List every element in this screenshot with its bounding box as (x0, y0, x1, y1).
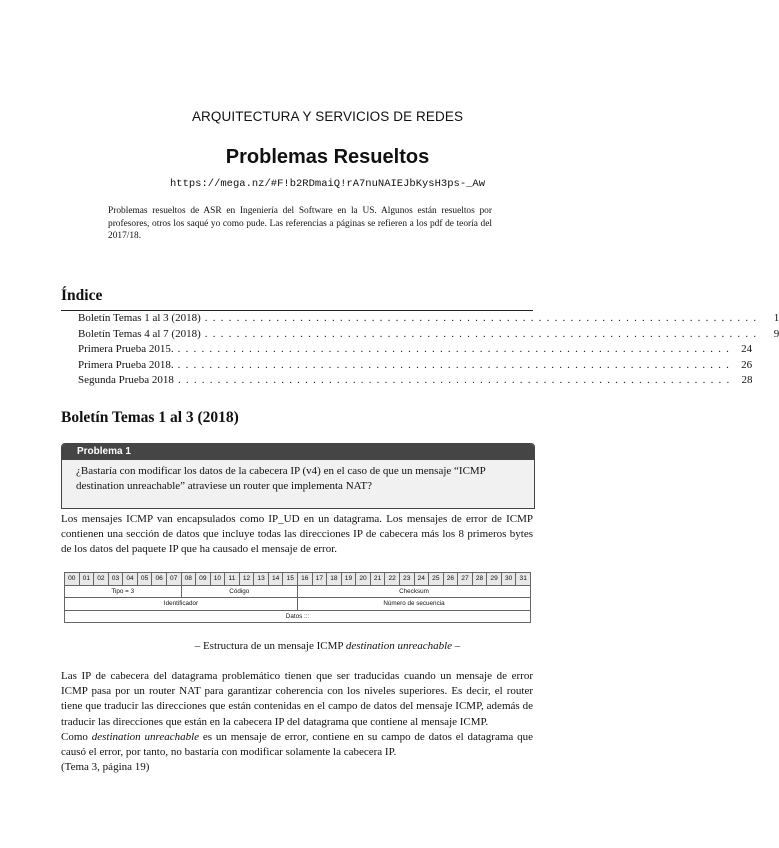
problem-box (61, 443, 535, 509)
toc-entry-page: 24 (741, 343, 753, 356)
bit-index-cell: 19 (341, 573, 356, 586)
bit-index-cell: 30 (501, 573, 516, 586)
document-title: Problemas Resueltos (225, 146, 430, 168)
toc-leader: ...................................................................... (177, 358, 735, 371)
bit-index-cell: 17 (312, 573, 327, 586)
bit-index-cell: 26 (443, 573, 458, 586)
bit-index-cell: 23 (399, 573, 414, 586)
bit-index-cell: 07 (166, 573, 181, 586)
section-heading: Boletín Temas 1 al 3 (2018) (61, 409, 239, 426)
bit-index-cell: 14 (268, 573, 283, 586)
p2-prefix: Como (61, 730, 92, 743)
bit-index-row (65, 573, 531, 586)
toc-entry-page: 26 (741, 358, 753, 371)
toc-entry-label: Segunda Prueba 2018 (78, 374, 174, 387)
checksum-field: Checksum (298, 585, 531, 598)
toc-entry[interactable] (78, 343, 753, 359)
toc-entry-label: Primera Prueba 2015. (78, 343, 174, 356)
icmp-id-row (65, 598, 531, 611)
problem-label: Problema 1 (62, 444, 534, 460)
bit-index-cell: 01 (79, 573, 94, 586)
p2-suffix: es un mensaje de error, contiene en su campo de datos el datagrama que causó el error, por tanto, no bastaría con modificar solamente la cabecera IP. (61, 730, 533, 759)
bit-index-cell: 20 (356, 573, 371, 586)
bit-index-cell: 02 (94, 573, 109, 586)
download-link[interactable]: https://mega.nz/#F!b2RDmaiQ!rA7nuNAIEJbKysH3ps-_Aw (169, 178, 486, 190)
bit-index-cell: 25 (429, 573, 444, 586)
bit-index-cell: 29 (487, 573, 502, 586)
answer-body (61, 669, 533, 775)
toc-entry[interactable] (78, 358, 753, 375)
bit-index-cell: 27 (458, 573, 473, 586)
toc-entry-page: 28 (741, 374, 753, 387)
bit-index-cell: 04 (123, 573, 138, 586)
bit-index-cell: 08 (181, 573, 196, 586)
bit-index-cell: 05 (137, 573, 152, 586)
table-of-contents (78, 312, 779, 390)
toc-entry-label: Boletín Temas 1 al 3 (2018) (78, 312, 201, 324)
bit-index-cell: 31 (516, 573, 531, 586)
toc-entry[interactable] (78, 374, 753, 390)
toc-leader: ...................................................................... (177, 343, 735, 356)
toc-entry[interactable] (78, 312, 779, 328)
bit-index-cell: 15 (283, 573, 298, 586)
bit-index-cell: 22 (385, 573, 400, 586)
caption-prefix: – Estructura de un mensaje ICMP (194, 640, 346, 652)
codigo-field: Código (181, 585, 298, 598)
course-name: ARQUITECTURA Y SERVICIOS DE REDES (191, 109, 464, 124)
bit-index-cell: 00 (65, 573, 80, 586)
bit-index-cell: 09 (196, 573, 211, 586)
answer-intro: Los mensajes ICMP van encapsulados como IP_UD en un datagrama. Los mensajes de error de ICMP contienen una sección de datos que incluye todas las direcciones IP de cabecera más los 8 primeros bytes de los datos del paquete IP que ha causado el mensaje de error. (61, 513, 533, 556)
bit-index-cell: 06 (152, 573, 167, 586)
bit-index-cell: 18 (327, 573, 342, 586)
toc-entry-page: 9 (773, 327, 779, 340)
icmp-structure-diagram (64, 572, 531, 623)
diagram-caption (0, 640, 655, 652)
toc-entry-page: 1 (773, 312, 779, 324)
answer-paragraph-1: Las IP de cabecera del datagrama problemático tienen que ser traducidas cuando un mensaje de error ICMP pasa por un router NAT para garantizar coherencia con los niveles superiores. Es decir, el router tiene que traducir las direcciones que están contenidas en el campo de datos del mensaje ICMP, además de traducir las direcciones que están en la cabecera IP del datagrama que contiene al mensaje ICMP. (61, 670, 533, 728)
icmp-header-row (65, 585, 531, 598)
toc-leader: ...................................................................... (204, 312, 762, 324)
bit-index-cell: 16 (298, 573, 313, 586)
toc-entry-label: Boletín Temas 4 al 7 (2018) (78, 327, 201, 340)
toc-heading: Índice (61, 287, 103, 304)
caption-emphasis: destination unreachable (345, 640, 453, 652)
abstract: Problemas resueltos de ASR en Ingeniería del Software en la US. Algunos están resueltos por profesores, otros los saqué yo como pude. Las referencias a páginas se refieren a los pdf de teoría del 2017/18. (108, 206, 492, 241)
problem-question: ¿Bastaría con modificar los datos de la cabecera IP (v4) en el caso de que un mensaje “ICMP destination unreachable” atraviese un router que implementa NAT? (76, 465, 486, 492)
answer-paragraph-2 (61, 730, 533, 760)
answer-reference: (Tema 3, página 19) (61, 761, 150, 774)
toc-entry[interactable] (78, 327, 779, 344)
toc-leader: ...................................................................... (204, 327, 762, 340)
bit-index-cell: 21 (370, 573, 385, 586)
caption-suffix: – (452, 640, 461, 652)
bit-index-cell: 11 (225, 573, 240, 586)
bit-index-cell: 24 (414, 573, 429, 586)
toc-leader: ...................................................................... (177, 374, 735, 387)
identificador-field: Identificador (65, 598, 298, 611)
icmp-data-row (65, 610, 531, 623)
bit-index-cell: 03 (108, 573, 123, 586)
tipo-field: Tipo = 3 (65, 585, 182, 598)
bit-index-cell: 28 (472, 573, 487, 586)
bit-index-cell: 12 (239, 573, 254, 586)
bit-index-cell: 13 (254, 573, 269, 586)
datos-field: Datos ::: (65, 610, 531, 623)
secuencia-field: Número de secuencia (298, 598, 531, 611)
bit-index-cell: 10 (210, 573, 225, 586)
toc-divider (61, 310, 533, 311)
p2-emphasis: destination unreachable (91, 730, 200, 743)
toc-entry-label: Primera Prueba 2018. (78, 358, 174, 371)
